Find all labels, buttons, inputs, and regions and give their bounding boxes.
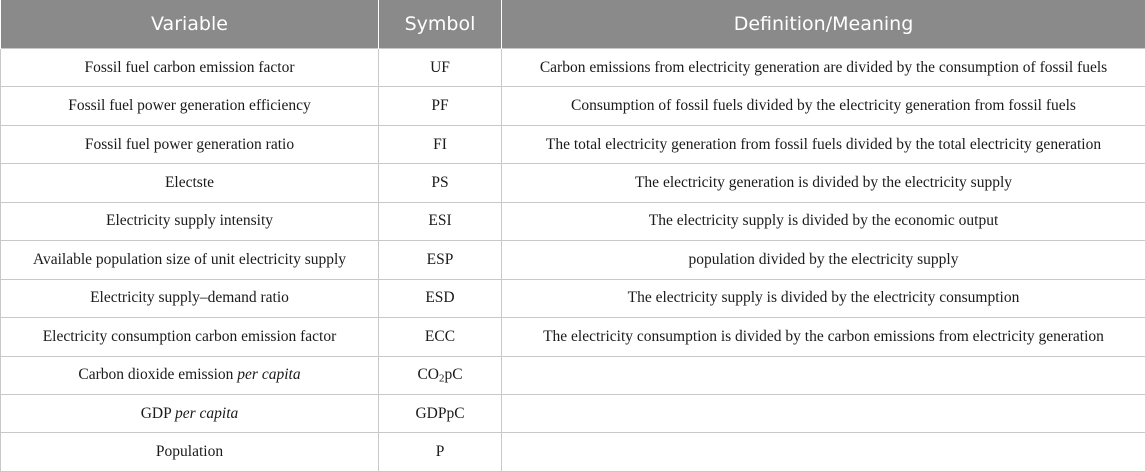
variable-text: GDP bbox=[140, 404, 172, 422]
symbol-suffix: pC bbox=[444, 366, 463, 384]
symbol-cell bbox=[379, 356, 502, 394]
variable-cell: Fossil fuel power generation efficiency bbox=[1, 87, 379, 125]
definition-cell: The electricity supply is divided by the electricity consumption bbox=[502, 279, 1145, 317]
symbol-cell: FI bbox=[379, 125, 502, 163]
variable-cell bbox=[1, 394, 379, 432]
table-body bbox=[1, 49, 1145, 472]
definition-cell bbox=[502, 394, 1145, 432]
symbol-cell: ECC bbox=[379, 318, 502, 356]
variable-italic-text: per capita bbox=[175, 404, 239, 422]
table-row bbox=[1, 318, 1145, 356]
table-row bbox=[1, 433, 1145, 471]
definition-cell: The electricity consumption is divided by the carbon emissions from electricity generation bbox=[502, 318, 1145, 356]
definition-cell bbox=[502, 356, 1145, 394]
header-symbol: Symbol bbox=[379, 0, 502, 49]
symbol-cell: GDPpC bbox=[379, 394, 502, 432]
variable-cell: Fossil fuel power generation ratio bbox=[1, 125, 379, 163]
variable-cell: Electricity supply intensity bbox=[1, 202, 379, 240]
variable-cell bbox=[1, 356, 379, 394]
symbol-subscript: 2 bbox=[439, 372, 445, 385]
variable-cell: Electricity supply–demand ratio bbox=[1, 279, 379, 317]
header-row bbox=[1, 0, 1145, 49]
definition-cell: population divided by the electricity supply bbox=[502, 241, 1145, 279]
variable-cell: Electste bbox=[1, 164, 379, 202]
table-row bbox=[1, 202, 1145, 240]
definition-cell: The electricity generation is divided by the electricity supply bbox=[502, 164, 1145, 202]
symbol-cell: P bbox=[379, 433, 502, 471]
table-row bbox=[1, 394, 1145, 432]
table-row bbox=[1, 164, 1145, 202]
variable-cell: Available population size of unit electricity supply bbox=[1, 241, 379, 279]
variable-text: Carbon dioxide emission bbox=[78, 366, 234, 384]
definition-cell bbox=[502, 433, 1145, 471]
table-row bbox=[1, 279, 1145, 317]
definition-cell: Consumption of fossil fuels divided by the electricity generation from fossil fuels bbox=[502, 87, 1145, 125]
definition-cell: The total electricity generation from fossil fuels divided by the total electricity generation bbox=[502, 125, 1145, 163]
symbol-cell: ESP bbox=[379, 241, 502, 279]
symbol-cell: ESI bbox=[379, 202, 502, 240]
table-row bbox=[1, 87, 1145, 125]
variable-italic-text: per capita bbox=[237, 366, 301, 384]
table-row bbox=[1, 125, 1145, 163]
symbol-text: CO bbox=[417, 366, 440, 384]
table-row bbox=[1, 241, 1145, 279]
table-row bbox=[1, 49, 1145, 87]
symbol-cell: PS bbox=[379, 164, 502, 202]
symbol-cell: UF bbox=[379, 49, 502, 87]
header-variable: Variable bbox=[1, 0, 379, 49]
symbol-cell: PF bbox=[379, 87, 502, 125]
table-row bbox=[1, 356, 1145, 394]
symbol-cell: ESD bbox=[379, 279, 502, 317]
table-header bbox=[1, 0, 1145, 49]
header-definition: Definition/Meaning bbox=[502, 0, 1145, 49]
variable-cell: Fossil fuel carbon emission factor bbox=[1, 49, 379, 87]
definition-cell: The electricity supply is divided by the economic output bbox=[502, 202, 1145, 240]
definition-cell: Carbon emissions from electricity generation are divided by the consumption of fossil fuels bbox=[502, 49, 1145, 87]
variable-cell: Electricity consumption carbon emission factor bbox=[1, 318, 379, 356]
variable-cell: Population bbox=[1, 433, 379, 471]
